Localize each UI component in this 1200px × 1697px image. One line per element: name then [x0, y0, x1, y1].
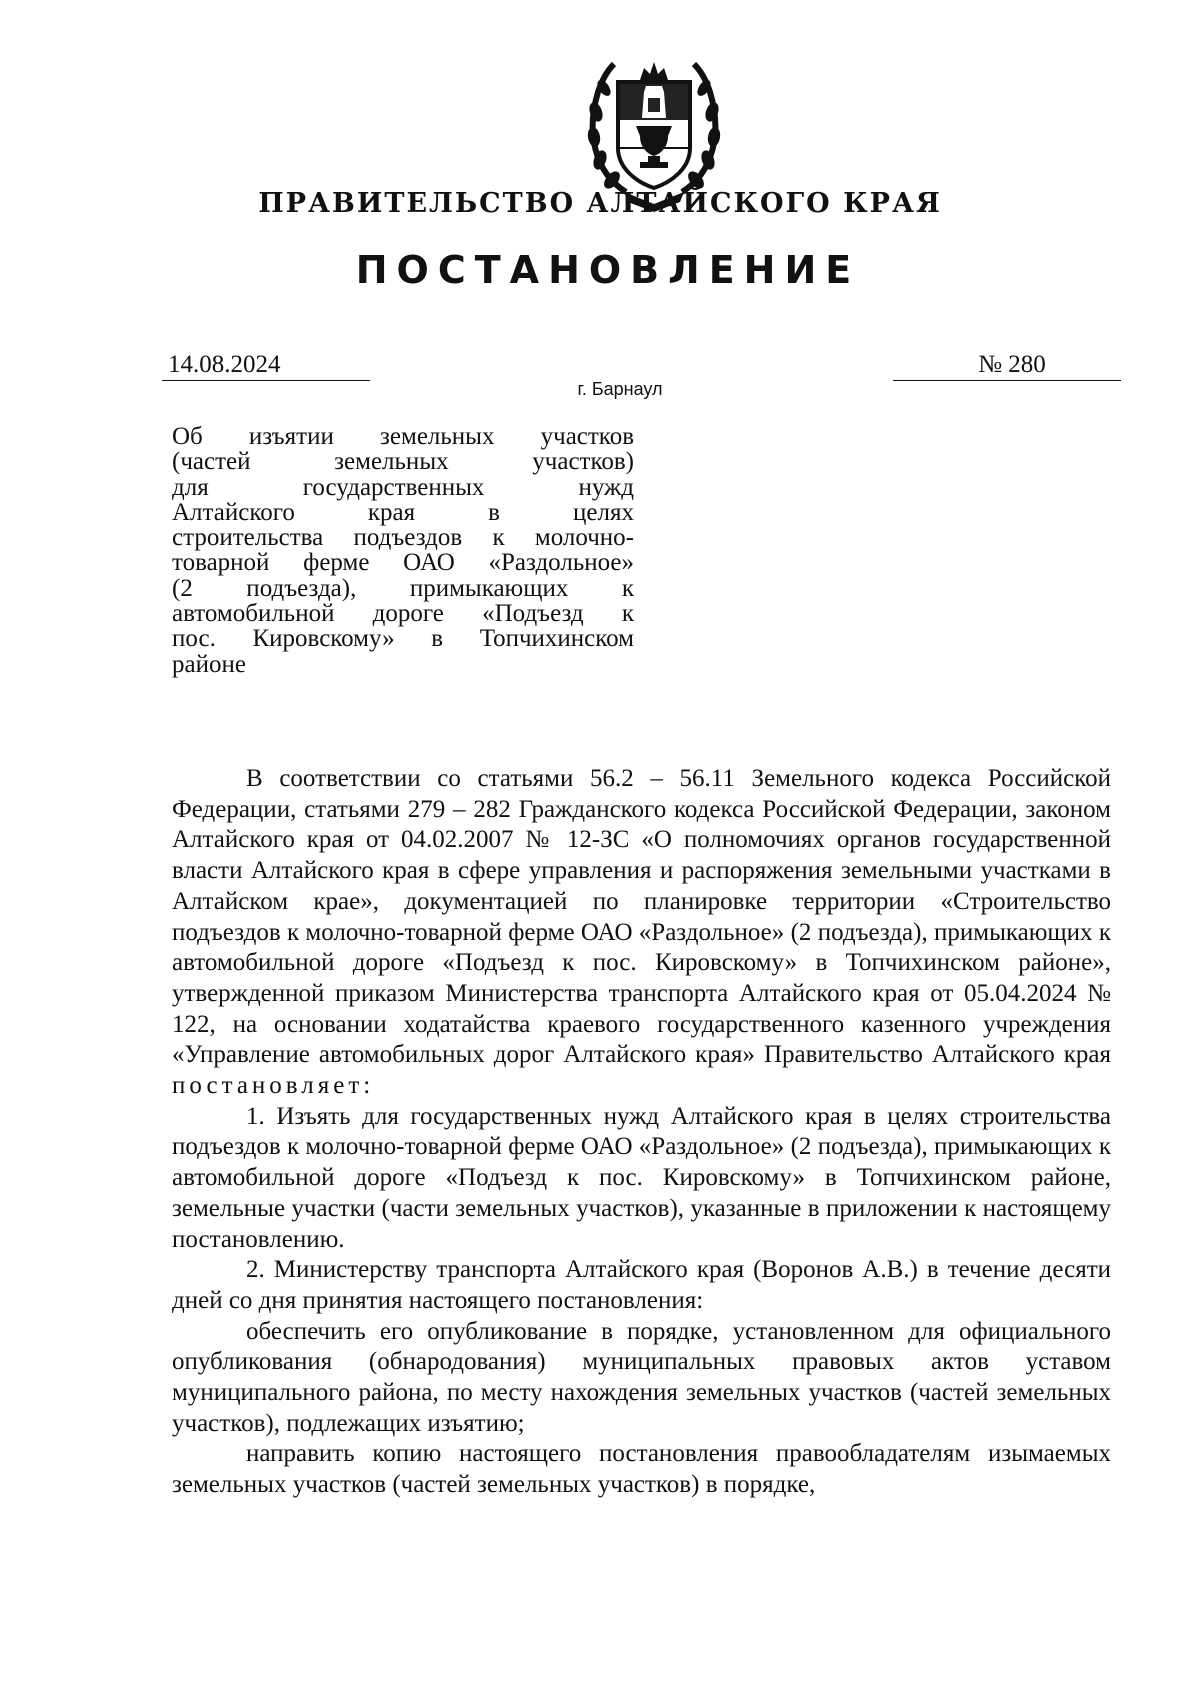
document-city: г. Барнаул	[577, 379, 663, 399]
item-2-paragraph: 2. Министерству транспорта Алтайского края (Воронов А.В.) в течение десяти дней со дня принятия настоящего постановления:	[172, 1256, 1111, 1314]
subject-line: (2 подъезда), примыкающих к	[172, 574, 634, 602]
subject-line: Об изъятии земельных участков	[172, 423, 634, 450]
subject-line: строительства подъездов к молочно-	[172, 524, 634, 552]
subject-line: товарной ферме ОАО «Раздольное»	[172, 549, 634, 577]
document-body	[172, 764, 1111, 1501]
document-number: № 280	[893, 350, 1121, 381]
item-1-paragraph: 1. Изъять для государственных нужд Алтайского края в целях строительства подъездов к молочно-товарной ферме ОАО «Раздольное» (2 подъезда), примыкающих к автомобильной дороге «Подъезд к пос. Кировскому» в Топчихинском районе, земельные участки (части земельных участков), указанные в приложении к настоящему постановлению.	[172, 1102, 1111, 1253]
document-type-title: ПОСТАНОВЛЕНИЕ	[355, 248, 861, 292]
item-2a-paragraph: обеспечить его опубликование в порядке, установленном для официального опубликования (обнародования) муниципальных правовых актов уставом муниципального района, по месту нахождения земельных участков (частей земельных участков), подлежащих изъятию;	[172, 1317, 1111, 1437]
subject-line: автомобильной дороге «Подъезд к	[172, 600, 634, 628]
subject-line: (частей земельных участков)	[172, 448, 634, 476]
preamble-text: В соответствии со статьями 56.2 – 56.11 Земельного кодекса Российской Федерации, статьями 279 – 282 Гражданского кодекса Российской Федерации, законом Алтайского края от 04.02.2007 № 12-ЗС «О полномочиях органов государственной власти Алтайского края в сфере управления и распоряжения земельными участками в Алтайском крае», документацией по планировке территории «Строительство подъездов к молочно-товарной ферме ОАО «Раздольное» (2 подъезда), примыкающих к автомобильной дороге «Подъезд к пос. Кировскому» в Топчихинском районе», утвержденной приказом Министерства транспорта Алтайского края от 05.04.2024 № 122, на основании ходатайства краевого государственного казенного учреждения «Управление автомобильных дорог Алтайского края» Правительство Алтайского края	[172, 765, 1111, 1069]
subject-line: районе	[172, 650, 246, 678]
subject-line: для государственных нужд	[172, 473, 634, 501]
subject-line: пос. Кировскому» в Топчихинском	[172, 625, 634, 653]
resolves-word: постановляет:	[172, 1072, 375, 1100]
document-date: 14.08.2024	[162, 350, 370, 381]
government-name: ПРАВИТЕЛЬСТВО АЛТАЙСКОГО КРАЯ	[258, 188, 942, 219]
preamble-paragraph	[172, 764, 1111, 1102]
item-2b-paragraph: направить копию настоящего постановления правообладателям изымаемых земельных участков (частей земельных участков) в порядке,	[172, 1440, 1111, 1499]
subject-line: Алтайского края в целях	[172, 498, 634, 526]
document-subject	[172, 424, 634, 677]
